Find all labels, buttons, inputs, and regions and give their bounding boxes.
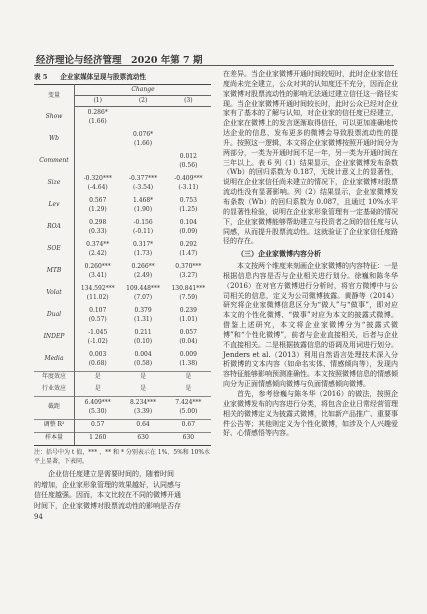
effects-row	[34, 384, 211, 397]
effect-label: 行业效应	[34, 384, 75, 397]
variable-name: Show	[34, 107, 75, 129]
table-row	[34, 217, 211, 239]
t-statistic: (0.33)	[88, 227, 107, 235]
t-statistic: (1.73)	[134, 249, 153, 257]
coefficient: 8.234***	[129, 399, 157, 406]
table-cell	[166, 349, 211, 372]
table-cell	[166, 396, 211, 419]
table-cell	[75, 349, 121, 372]
variable-name: Volat	[34, 283, 75, 305]
table-cell	[166, 239, 211, 261]
effect-value: 是	[94, 385, 101, 393]
t-statistic: (7.59)	[179, 293, 198, 301]
t-statistic: (2.49)	[134, 271, 153, 279]
table-cell	[75, 327, 121, 349]
variable-name: Size	[34, 173, 75, 195]
t-statistic: (-0.11)	[133, 227, 154, 235]
table-cell	[166, 305, 211, 327]
t-statistic: (11.02)	[86, 293, 109, 301]
table-cell	[75, 173, 121, 195]
table-cell	[166, 173, 211, 195]
coefficient: 109.448***	[126, 285, 160, 292]
table-cell	[75, 195, 121, 217]
table-cell	[75, 283, 121, 305]
left-text-line: 的增加，企业家形象管理的效果越好，认同感与	[34, 480, 181, 489]
table-cell	[120, 129, 165, 151]
paragraph: 本文按两个维度来刻画企业家微博的内容特征：一是根据信息内容是否与企业相关进行划分。徐巍和陈冬华（2016）在对官方微博进行分析时，将官方微博中与公司相关的信息，定义为公司微博披露。黄静等（2014）研究将企业家微博信息区分为“做人”与“做事”，即对应本文的个性化微博、“做事”对应为本文的披露式微博。借鉴上述研究，本文将企业家微博分为“披露式微博”和“个性化微博”，前者与企业直接相关，后者与企业不直接相关。二是根据披露信息的语调及用词进行划分。Jenders et al.（2013）利用自然语言处理技术深入分析微博的文本内容（如命名实体、情感倾向等），发现内容特征能够影响预测准确性。本文按照微博信息的情感倾向分为正面情感倾向微博与负面情感倾向微博。	[223, 262, 398, 389]
t-statistic: (0.57)	[88, 315, 107, 323]
coefficient: -0.377***	[128, 175, 158, 182]
coefficient: 0.379	[134, 307, 152, 314]
running-header-title: 经济理论与经济管理 2020 年第 7 期	[36, 55, 203, 66]
coefficient: 0.370***	[175, 263, 202, 270]
table-cell	[75, 239, 121, 261]
n-row	[34, 432, 211, 445]
coefficient: 0.753	[179, 197, 197, 204]
coefficient: -0.156	[133, 219, 153, 226]
variable-name: Media	[34, 349, 75, 372]
coefficient: 134.592***	[80, 285, 115, 292]
n-value: 630	[166, 432, 211, 445]
effect-value: 是	[140, 385, 147, 393]
regression-table	[34, 84, 211, 446]
t-statistic: (3.41)	[88, 271, 107, 279]
section-heading: （三）企业家微博内容分析	[237, 250, 321, 259]
effect-value: 是	[166, 371, 211, 384]
var-header: 变量	[34, 85, 75, 107]
coefficient: 0.239	[179, 307, 197, 314]
coefficient: 0.567	[89, 197, 107, 204]
t-statistic: (1.66)	[134, 139, 153, 147]
table-cell	[166, 195, 211, 217]
left-text-line: 信任度越强。因而，本文比较在不同的微博开通	[34, 491, 181, 499]
n-label: 样本量	[34, 432, 75, 445]
coefficient: 0.374**	[86, 241, 110, 248]
t-statistic: (-1.02)	[87, 337, 108, 345]
table-row	[34, 305, 211, 327]
table-row	[34, 129, 211, 151]
table-caption	[34, 70, 211, 84]
column-header: (2)	[120, 96, 165, 107]
coefficient: 0.292	[179, 241, 197, 248]
table-row	[34, 173, 211, 195]
table-title: 企业家媒体呈现与股票流动性	[60, 73, 147, 81]
variable-name: MTB	[34, 261, 75, 283]
r2-value: 0.67	[166, 419, 211, 432]
table-row	[34, 349, 211, 372]
t-statistic: (7.07)	[134, 293, 153, 301]
table-cell	[120, 173, 165, 195]
table-cell	[120, 217, 165, 239]
table-cell	[75, 217, 121, 239]
t-statistic: (0.58)	[134, 359, 153, 367]
t-statistic: (0.10)	[134, 337, 153, 345]
group-header: Change	[75, 85, 212, 96]
table-row	[34, 107, 211, 129]
table-cell	[75, 151, 121, 173]
t-statistic: (1.90)	[134, 205, 153, 213]
coefficient: 7.424***	[175, 399, 202, 406]
variable-name: Lev	[34, 195, 75, 217]
coefficient: 0.211	[134, 329, 152, 336]
coefficient: 1.468*	[132, 197, 154, 204]
left-text-line: 企业信任度建立是需要时间的，随着时间	[48, 470, 174, 478]
t-statistic: (-3.11)	[178, 183, 199, 191]
column-header: (3)	[166, 96, 211, 107]
r2-value: 0.57	[75, 419, 121, 432]
table-cell	[120, 195, 165, 217]
table-cell	[75, 261, 121, 283]
t-statistic: (0.68)	[88, 359, 107, 367]
table-cell	[120, 396, 165, 419]
table-cell	[120, 107, 165, 129]
coefficient: 0.003	[89, 351, 107, 358]
table-cell	[75, 396, 121, 419]
t-statistic: (1.25)	[179, 205, 198, 213]
table-cell	[75, 305, 121, 327]
table-row	[34, 327, 211, 349]
t-statistic: (1.29)	[88, 205, 107, 213]
r2-value: 0.64	[120, 419, 165, 432]
variable-name: Wb	[34, 129, 75, 151]
t-statistic: (1.47)	[179, 249, 198, 257]
coefficient: 0.004	[134, 351, 152, 358]
coefficient: -0.320***	[83, 175, 112, 182]
table-cell	[166, 327, 211, 349]
coefficient: 0.012	[179, 153, 197, 160]
table-cell	[166, 107, 211, 129]
t-statistic: (3.39)	[134, 407, 153, 415]
table-cell	[120, 349, 165, 372]
table-row	[34, 283, 211, 305]
t-statistic: (-4.64)	[87, 183, 108, 191]
effect-label: 年度效应	[34, 371, 75, 384]
table-cell	[166, 151, 211, 173]
table-cell	[75, 129, 121, 151]
table-header-row	[34, 85, 211, 96]
variable-name: SOE	[34, 239, 75, 261]
table-row	[34, 239, 211, 261]
n-value: 630	[120, 432, 165, 445]
table-cell	[120, 151, 165, 173]
coefficient: -1.045	[88, 329, 108, 336]
coefficient: 0.009	[179, 351, 197, 358]
t-statistic: (2.42)	[88, 249, 107, 257]
coefficient: -0.409***	[174, 175, 203, 182]
coefficient: 0.057	[179, 329, 197, 336]
coefficient: 0.317*	[132, 241, 154, 248]
effects-row	[34, 371, 211, 384]
t-statistic: (1.38)	[179, 359, 198, 367]
t-statistic: (1.01)	[179, 315, 198, 323]
left-text-line: 时间下，企业家微博对股票流动性的影响是否存	[34, 501, 181, 510]
t-statistic: (0.04)	[179, 337, 198, 345]
table-cell	[75, 107, 121, 129]
column-header: (1)	[75, 96, 121, 107]
table-row	[34, 151, 211, 173]
table-cell	[166, 129, 211, 151]
header-rule	[34, 65, 394, 66]
paragraph: 首先，参考徐巍与陈冬华（2016）的做法，按照企业家微博发布的内容进行分类，将包含企业日常经营管理相关的微博定义为披露式微博，比如新产品推广、重要事件公告等；其他则定义为个性化微博，如涉及个人兴趣爱好、心情感悟等内容。	[223, 390, 398, 438]
effect-value: 是	[185, 385, 192, 393]
coefficient: 0.260***	[84, 263, 111, 270]
t-statistic: (5.30)	[88, 407, 107, 415]
page-number: 94	[34, 513, 43, 521]
t-statistic: (-3.54)	[133, 183, 154, 191]
variable-name: Dual	[34, 305, 75, 327]
t-statistic: (0.09)	[179, 227, 198, 235]
paragraph: 在差异。当企业家微博开通时间较短时，此时企业家信任度尚未完全建立，公众对其的认知度还不充分，因而企业家微博对股票流动性的影响无法通过建立信任这一路径实现。当企业家微博开通时间较长时，此时公众已经对企业家有了基本的了解与认知，对企业家的信任度已经建立，企业家在微博上的发言逐渐取得信任，可以更加准确地传达企业的信息，发布更多的微博会导致股票流动性的提升。按照这一逻辑，本文将企业家微博按照开通时间分为两部分，一类为开通时间不足一年，另一类为开通时间在三年以上。表 6 列（1）结果显示，企业家微博发布条数（Wb）的回归系数为 0.187，无统计意义上的显著性，说明在企业家信任尚未建立的情况下，企业家微博对股票流动性没有显著影响。列（2）结果显示，企业家微博发布条数（Wb）的回归系数为 0.087，且通过 10%水平的显著性检验，说明在企业家形象管理有一定基础的情况下，企业家微博能够帮助建立与投资者之间的信任度与认同感，从而提升股票流动性。这就验证了企业家信任度路径的存在。	[223, 70, 398, 246]
coefficient: 0.076*	[132, 131, 154, 138]
t-statistic: (3.27)	[179, 271, 198, 279]
t-statistic: (0.56)	[179, 161, 198, 169]
regression-table-block	[34, 70, 211, 446]
table-cell	[166, 283, 211, 305]
coefficient: 0.298	[89, 219, 107, 226]
left-body-text	[34, 469, 212, 511]
effect-value: 是	[120, 371, 165, 384]
effect-value: 是	[75, 371, 121, 384]
coefficient: 0.286*	[87, 109, 108, 117]
t-statistic: (1.66)	[88, 117, 107, 125]
table-cell	[120, 261, 165, 283]
t-statistic: (1.31)	[134, 315, 153, 323]
table-cell	[120, 239, 165, 261]
right-column-text	[223, 70, 398, 439]
r2-label: 调整 R²	[34, 419, 75, 432]
coefficient: 0.266**	[131, 263, 155, 270]
r2-row	[34, 419, 211, 432]
table-cell	[166, 217, 211, 239]
variable-name: Comment	[34, 151, 75, 173]
variable-name: INDEP	[34, 327, 75, 349]
table-number: 表 5	[34, 73, 48, 81]
variable-name: ROA	[34, 217, 75, 239]
table-cell	[120, 327, 165, 349]
intercept-row	[34, 396, 211, 419]
intercept-label: 截距	[34, 396, 75, 419]
table-row	[34, 261, 211, 283]
table-row	[34, 195, 211, 217]
coefficient: 0.104	[179, 219, 197, 226]
t-statistic: (5.00)	[179, 407, 198, 415]
coefficient: 6.409***	[84, 399, 111, 406]
coefficient: 0.107	[89, 307, 107, 314]
table-cell	[120, 305, 165, 327]
table-cell	[166, 261, 211, 283]
coefficient: 130.841***	[171, 285, 206, 292]
table-note: 注：括号中为 t 值，*** 、** 和 * 分别表示在 1%、5%和 10%水平上显著，下表同。	[34, 449, 211, 465]
n-value: 1 260	[75, 432, 121, 445]
table-cell	[120, 283, 165, 305]
